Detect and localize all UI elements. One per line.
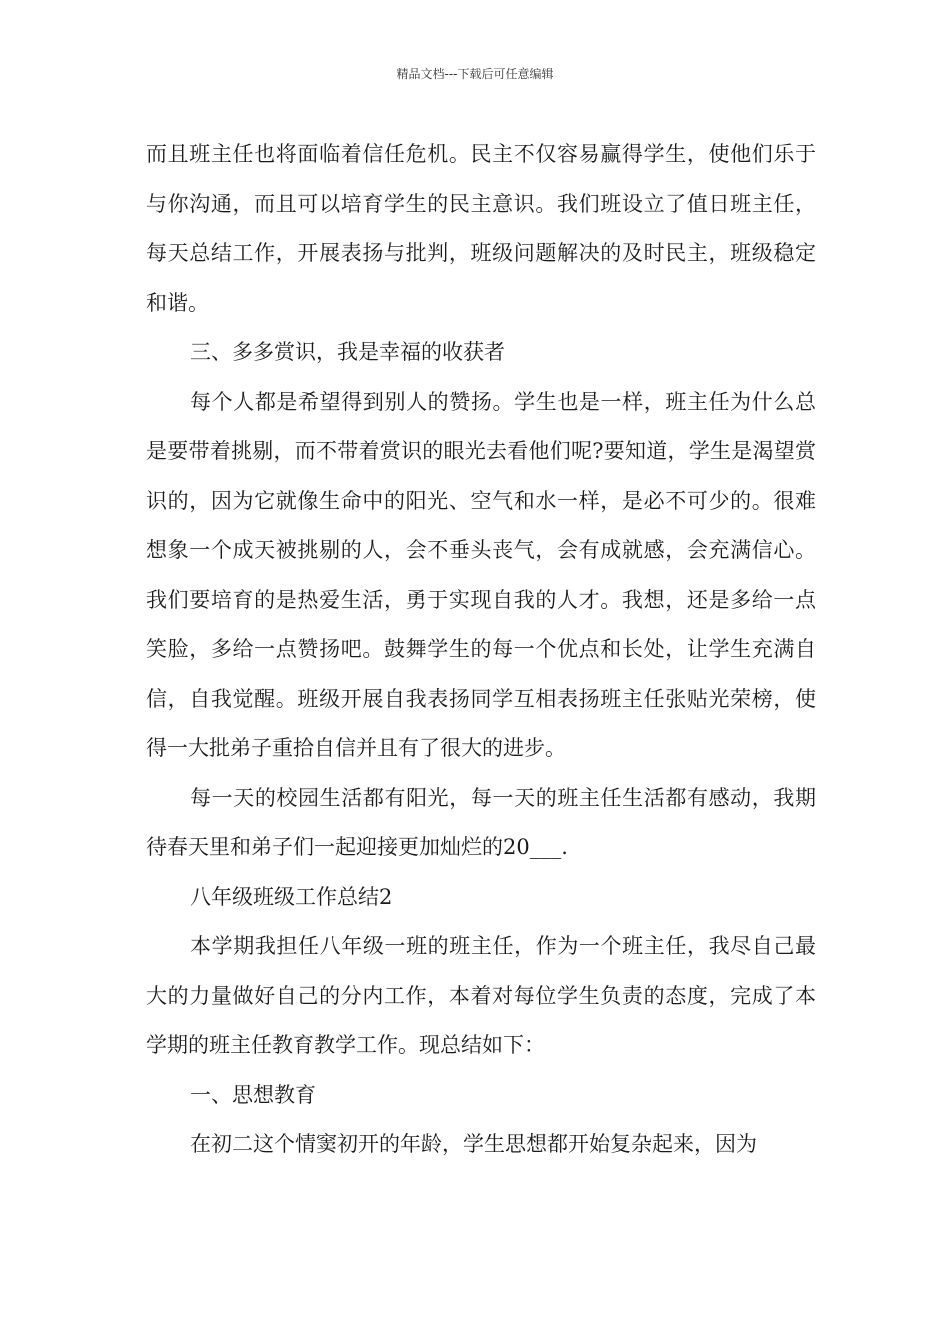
paragraph-3: 每一天的校园生活都有阳光，每一天的班主任生活都有感动，我期待春天里和弟子们一起迎接更加灿烂的20___.	[146, 785, 816, 859]
paragraph-4: 本学期我担任八年级一班的班主任，作为一个班主任，我尽自己最大的力量做好自己的分内工作，本着对每位学生负责的态度，完成了本学期的班主任教育教学工作。现总结如下：	[146, 934, 816, 1057]
paragraph-2: 每个人都是希望得到别人的赞扬。学生也是一样，班主任为什么总是要带着挑剔，而不带着赏识的眼光去看他们呢?要知道，学生是渴望赏识的，因为它就像生命中的阳光、空气和水一样，是必不可少的。很难想象一个成天被挑剔的人，会不垂头丧气，会有成就感，会充满信心。我们要培育的是热爱生活，勇于实现自我的人才。我想，还是多给一点笑脸，多给一点赞扬吧。鼓舞学生的每一个优点和长处，让学生充满自信，自我觉醒。班级开展自我表扬同学互相表扬班主任张贴光荣榜，使得一大批弟子重拾自信并且有了很大的进步。	[146, 389, 816, 760]
paragraph-5: 在初二这个情窦初开的年龄，学生思想都开始复杂起来，因为	[190, 1132, 757, 1156]
page-header: 精品文档---下载后可任意编辑	[396, 67, 554, 81]
section-heading-1: 一、思想教育	[190, 1082, 316, 1107]
paragraph-1: 而且班主任也将面临着信任危机。民主不仅容易赢得学生，使他们乐于与你沟通，而且可以培育学生的民主意识。我们班设立了值日班主任，每天总结工作，开展表扬与批判，班级问题解决的及时民主，班级稳定和谐。	[146, 142, 816, 315]
section-heading-3: 三、多多赏识，我是幸福的收获者	[190, 340, 505, 364]
document-body	[146, 130, 816, 1170]
document-title-2: 八年级班级工作总结2	[190, 884, 393, 909]
